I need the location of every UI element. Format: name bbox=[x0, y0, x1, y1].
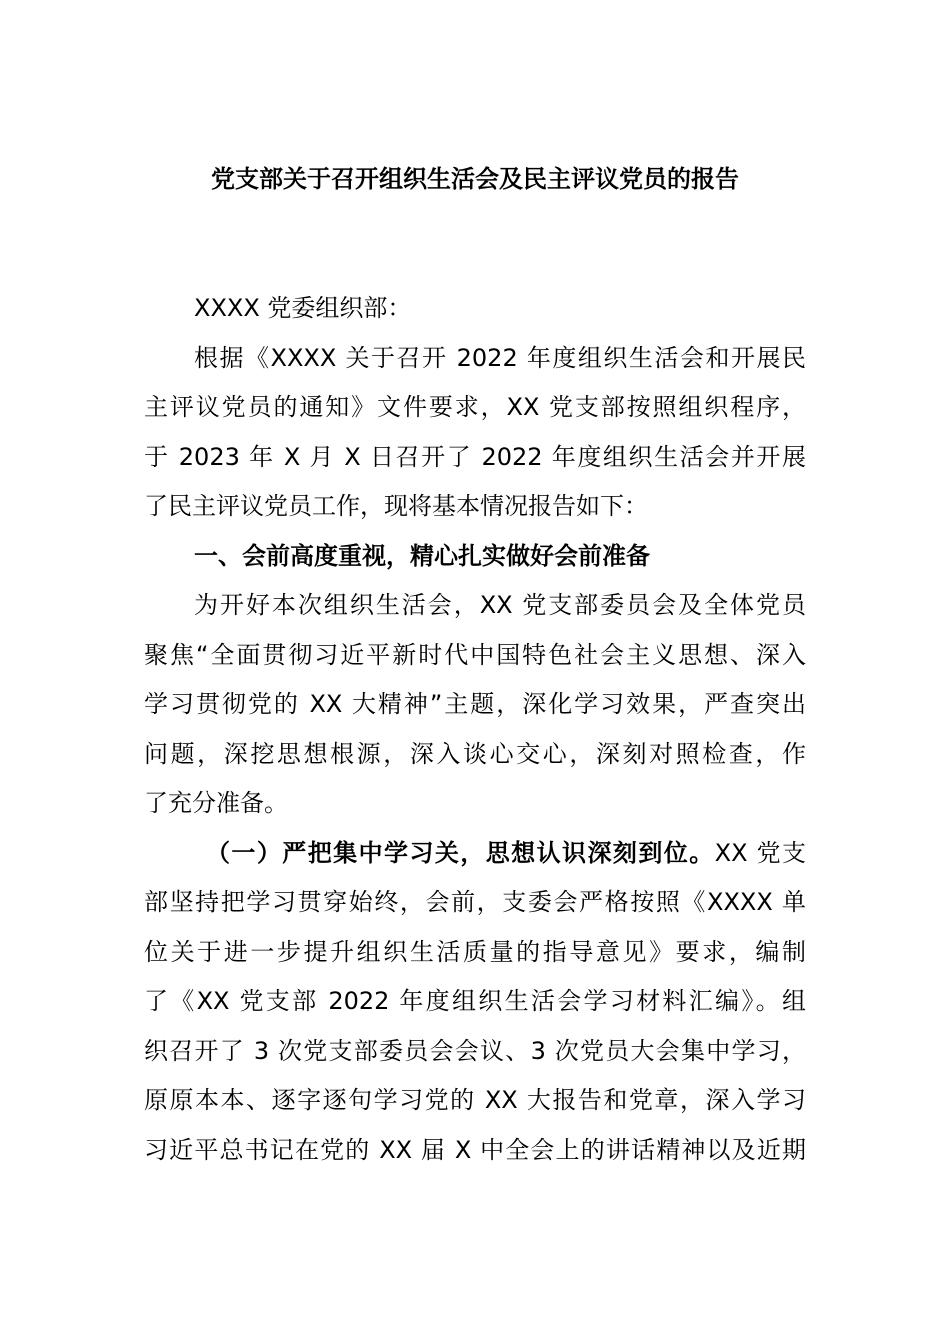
paragraph-line: 问题，深挖思想根源，深入谈心交心，深刻对照检查，作 bbox=[144, 739, 806, 768]
section-heading: 一、会前高度重视，精心扎实做好会前准备 bbox=[194, 541, 650, 570]
paragraph-line: 原原本本、逐字逐句学习党的 XX 大报告和党章，深入学习 bbox=[144, 1086, 806, 1114]
document-title: 党支部关于召开组织生活会及民主评议党员的报告 bbox=[211, 165, 739, 193]
paragraph-line: 为开好本次组织生活会，XX 党支部委员会及全体党员 bbox=[194, 591, 806, 619]
paragraph-line: 了《XX 党支部 2022 年度组织生活会学习材料汇编》。组 bbox=[144, 987, 806, 1015]
paragraph-line: 主评议党员的通知》文件要求，XX 党支部按照组织程序， bbox=[144, 393, 806, 421]
paragraph-line: 习近平总书记在党的 XX 届 X 中全会上的讲话精神以及近期 bbox=[144, 1135, 806, 1164]
subsection-line bbox=[144, 829, 806, 879]
paragraph-line: 聚焦“全面贯彻习近平新时代中国特色社会主义思想、深入 bbox=[144, 640, 806, 669]
paragraph-line: 了民主评议党员工作，现将基本情况报告如下： bbox=[144, 492, 648, 520]
paragraph-line: 学习贯彻党的 XX 大精神”主题，深化学习效果，严查突出 bbox=[144, 690, 806, 718]
paragraph-line: 根据《XXXX 关于召开 2022 年度组织生活会和开展民 bbox=[194, 343, 806, 372]
subsection-heading: （一）严把集中学习关，思想认识深刻到位。 bbox=[206, 838, 715, 867]
subsection-text: XX 党支 bbox=[714, 838, 806, 867]
salutation: XXXX 党委组织部： bbox=[194, 294, 412, 322]
paragraph-line: 位关于进一步提升组织生活质量的指导意见》要求，编制 bbox=[144, 937, 806, 966]
paragraph-line: 于 2023 年 X 月 X 日召开了 2022 年度组织生活会并开展 bbox=[144, 442, 806, 471]
paragraph-line: 织召开了 3 次党支部委员会会议、3 次党员大会集中学习， bbox=[144, 1036, 806, 1065]
paragraph-line: 部坚持把学习贯穿始终，会前，支委会严格按照《XXXX 单 bbox=[144, 888, 806, 916]
document-body bbox=[144, 284, 806, 1175]
paragraph-line: 了充分准备。 bbox=[144, 789, 288, 817]
